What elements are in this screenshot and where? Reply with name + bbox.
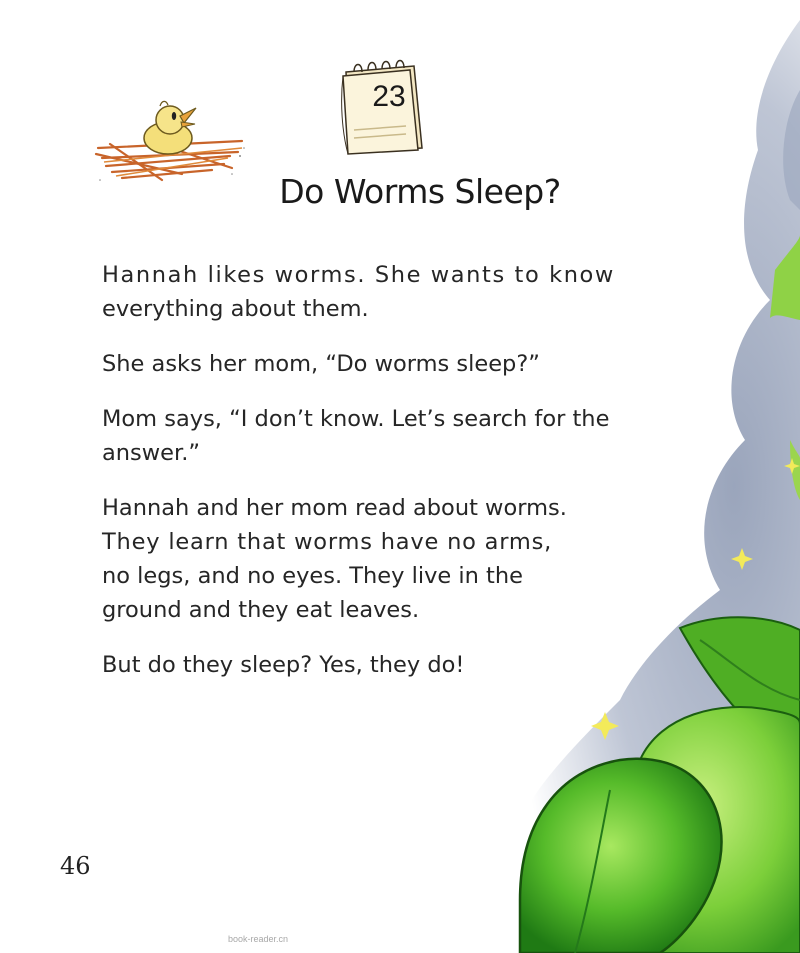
paragraph (102, 402, 702, 470)
text-line: everything about them. (102, 296, 369, 322)
story-text (102, 258, 702, 703)
page-number: 46 (60, 852, 91, 880)
text-line: ground and they eat leaves. (102, 597, 420, 623)
text-line: She asks her mom, “Do worms sleep?” (102, 351, 540, 377)
text-line: Hannah likes worms. She wants to know (102, 262, 615, 288)
text-line: Hannah and her mom read about worms. (102, 495, 567, 521)
paragraph (102, 648, 702, 682)
page-title: Do Worms Sleep? (279, 172, 561, 211)
text-line: Mom says, “I don’t know. Let’s search for the (102, 406, 610, 432)
watermark: book-reader.cn (228, 934, 289, 944)
paragraph (102, 491, 702, 627)
paragraph (102, 258, 702, 326)
lesson-number: 23 (372, 80, 406, 113)
text-line: But do they sleep? Yes, they do! (102, 652, 465, 678)
text-line: no legs, and no eyes. They live in the (102, 563, 523, 589)
text-line: answer.” (102, 440, 201, 466)
paragraph (102, 347, 702, 381)
text-line: They learn that worms have no arms, (102, 529, 553, 555)
